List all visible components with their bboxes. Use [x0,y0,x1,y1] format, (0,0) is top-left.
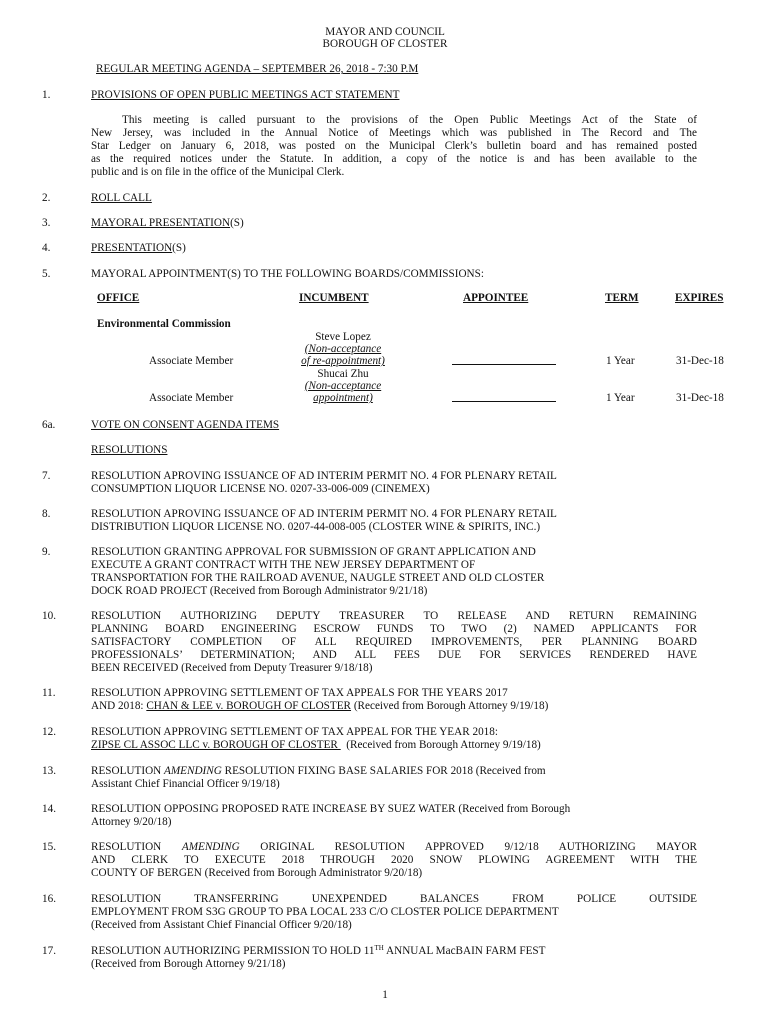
header-line-1: MAYOR AND COUNCIL [325,26,445,38]
term: 1 Year [606,355,635,367]
item-number: 7. [42,470,51,482]
appointee-blank [452,392,556,406]
item-number: 12. [42,726,56,738]
resolution-line: RESOLUTION OPPOSING PROPOSED RATE INCREASE BY SUEZ WATER (Received from Borough [91,803,571,815]
col-header-expires: EXPIRES [675,292,724,304]
resolution-text: RESOLUTION [91,765,165,777]
superscript: TH [374,944,384,952]
incumbent-name: Steve Lopez [315,331,371,343]
blank-line [452,355,556,365]
section-title: RESOLUTIONS [91,444,168,456]
opma-line: public and is on file in the office of the Municipal Clerk. [91,166,345,178]
board-name: Environmental Commission [97,318,231,330]
resolution-line: COUNTY OF BERGEN (Received from Borough Administrator 9/20/18) [91,867,423,879]
resolution-text: ANNUAL MacBAIN FARM FEST [383,945,546,957]
resolution-line: CONSUMPTION LIQUOR LICENSE NO. 0207-33-006-009 (CINEMEX) [91,483,430,495]
item-title [91,242,697,255]
resolution-line: RESOLUTION AUTHORIZING DEPUTY TREASURER TO RELEASE AND RETURN REMAINING [91,610,697,622]
office-name: Associate Member [149,392,234,404]
resolution-line: RESOLUTION TRANSFERRING UNEXPENDED BALANCES FROM POLICE OUTSIDE [91,893,697,905]
item-title: ROLL CALL [91,192,152,204]
resolution [91,841,697,880]
resolution-line: Attorney 9/20/18) [91,816,172,828]
expires: 31-Dec-18 [676,392,724,404]
resolution-line [91,765,697,778]
resolution-line: DOCK ROAD PROJECT (Received from Borough Administrator 9/21/18) [91,585,428,597]
col-header-appointee: APPOINTEE [463,292,529,304]
incumbent-note: appointment) [313,392,373,404]
appointee-blank [452,355,556,369]
office-name: Associate Member [149,355,234,367]
item-title-suffix: (S) [230,217,244,229]
resolution [91,470,697,496]
resolution-line: EMPLOYMENT FROM S3G GROUP TO PBA LOCAL 233 C/O CLOSTER POLICE DEPARTMENT [91,906,559,918]
item-number: 4. [42,242,51,254]
resolution-text: RESOLUTION AUTHORIZING PERMISSION TO HOLD 11 [91,945,375,957]
item-title-text: PRESENTATION [91,242,173,254]
resolution-text: RESOLUTION FIXING BASE SALARIES FOR 2018 (Received from [221,765,546,777]
resolution-line [91,841,697,854]
item-number: 10. [42,610,56,622]
item-number: 5. [42,268,51,280]
item-title-text: MAYORAL PRESENTATION [91,217,231,229]
resolution [91,893,697,932]
header-line-2: BOROUGH OF CLOSTER [322,38,448,50]
resolution-line: DISTRIBUTION LIQUOR LICENSE NO. 0207-44-008-005 (CLOSTER WINE & SPIRITS, INC.) [91,521,541,533]
incumbent-note: (Non-acceptance [304,343,382,355]
opma-line: as the required notices under the Statute. In addition, a copy of the notice is and has been available to the [91,153,697,165]
item-title [91,217,697,230]
resolution-line [91,739,697,752]
resolution-line: TRANSPORTATION FOR THE RAILROAD AVENUE, NAUGLE STREET AND OLD CLOSTER [91,572,545,584]
emphasis: AMENDING [181,841,240,853]
resolution-line: RESOLUTION APPROVING SETTLEMENT OF TAX APPEALS FOR THE YEARS 2017 [91,687,508,699]
resolution-text: (Received from Borough Attorney 9/19/18) [351,700,549,712]
resolution-line: RESOLUTION APPROVING SETTLEMENT OF TAX APPEAL FOR THE YEAR 2018: [91,726,498,738]
expires: 31-Dec-18 [676,355,724,367]
item-number: 14. [42,803,56,815]
page-number: 1 [382,989,388,1001]
opma-line: Star Ledger on January 6, 2018, was posted on the Municipal Clerk’s bulletin board and has remained posted [91,140,697,152]
incumbent-name: Shucai Zhu [317,368,369,380]
item-number: 13. [42,765,56,777]
resolution-text: ORIGINAL RESOLUTION APPROVED 9/12/18 AUTHORIZING MAYOR [239,841,697,853]
item-number: 1. [42,89,51,101]
resolution-line: PLANNING BOARD ENGINEERING ESCROW FUNDS TO TWO (2) NAMED APPLICANTS FOR [91,623,697,635]
blank-line [452,392,556,402]
item-title-suffix: (S) [172,242,186,254]
item-title: VOTE ON CONSENT AGENDA ITEMS [91,419,280,431]
resolution-line: SATISFACTORY COMPLETION OF ALL REQUIRED IMPROVEMENTS, PER PLANNING BOARD [91,636,697,648]
resolution-text: (Received from Borough Attorney 9/19/18) [340,739,541,751]
case-name: CHAN & LEE v. BOROUGH OF CLOSTER [146,700,352,712]
resolution-line [91,945,697,958]
incumbent-note: of re-appointment) [301,355,385,367]
resolution-line: (Received from Borough Attorney 9/21/18) [91,958,286,970]
resolution [91,508,697,534]
item-number: 8. [42,508,51,520]
item-number: 9. [42,546,51,558]
resolution [91,687,697,713]
item-number: 2. [42,192,51,204]
resolution-line: BEEN RECEIVED (Received from Deputy Treasurer 9/18/18) [91,662,373,674]
resolution-text: AND 2018: [91,700,147,712]
item-title: MAYORAL APPOINTMENT(S) TO THE FOLLOWING BOARDS/COMMISSIONS: [91,268,484,280]
resolution-line: AND CLERK TO EXECUTE 2018 THROUGH 2020 SNOW PLOWING AGREEMENT WITH THE [91,854,697,866]
item-number: 3. [42,217,51,229]
opma-line: This meeting is called pursuant to the provisions of the Open Public Meetings Act of the State of [122,114,697,126]
resolution [91,945,697,971]
item-number: 11. [42,687,56,699]
resolution [91,610,697,675]
resolution-line: RESOLUTION APROVING ISSUANCE OF AD INTERIM PERMIT NO. 4 FOR PLENARY RETAIL [91,470,557,482]
resolution-line: (Received from Assistant Chief Financial Officer 9/20/18) [91,919,352,931]
emphasis: AMENDING [164,765,222,777]
resolution-line: RESOLUTION GRANTING APPROVAL FOR SUBMISSION OF GRANT APPLICATION AND [91,546,536,558]
item-title: PROVISIONS OF OPEN PUBLIC MEETINGS ACT STATEMENT [91,89,400,101]
resolution-text: RESOLUTION [91,841,182,853]
resolution [91,803,697,829]
opma-line: New Jersey, was included in the Annual Notice of Meetings which was published in The Record and The [91,127,697,139]
resolution-line [91,700,697,713]
resolution-line: RESOLUTION APROVING ISSUANCE OF AD INTERIM PERMIT NO. 4 FOR PLENARY RETAIL [91,508,557,520]
item-number: 6a. [42,419,56,431]
resolution [91,726,697,752]
case-name: ZIPSE CL ASSOC LLC v. BOROUGH OF CLOSTER [91,739,341,751]
agenda-title: REGULAR MEETING AGENDA – SEPTEMBER 26, 2018 - 7:30 P.M [96,63,419,75]
resolution [91,546,697,598]
resolution-line: PROFESSIONALS’ DETERMINATION; AND ALL FEES DUE FOR SERVICES RENDERED HAVE [91,649,697,661]
item-number: 15. [42,841,56,853]
col-header-incumbent: INCUMBENT [299,292,369,304]
resolution-line: EXECUTE A GRANT CONTRACT WITH THE NEW JERSEY DEPARTMENT OF [91,559,476,571]
term: 1 Year [606,392,635,404]
resolution-line: Assistant Chief Financial Officer 9/19/18) [91,778,280,790]
item-number: 16. [42,893,56,905]
col-header-term: TERM [605,292,639,304]
item-number: 17. [42,945,56,957]
resolution [91,765,697,791]
incumbent-note: (Non-acceptance [304,380,382,392]
col-header-office: OFFICE [97,292,140,304]
